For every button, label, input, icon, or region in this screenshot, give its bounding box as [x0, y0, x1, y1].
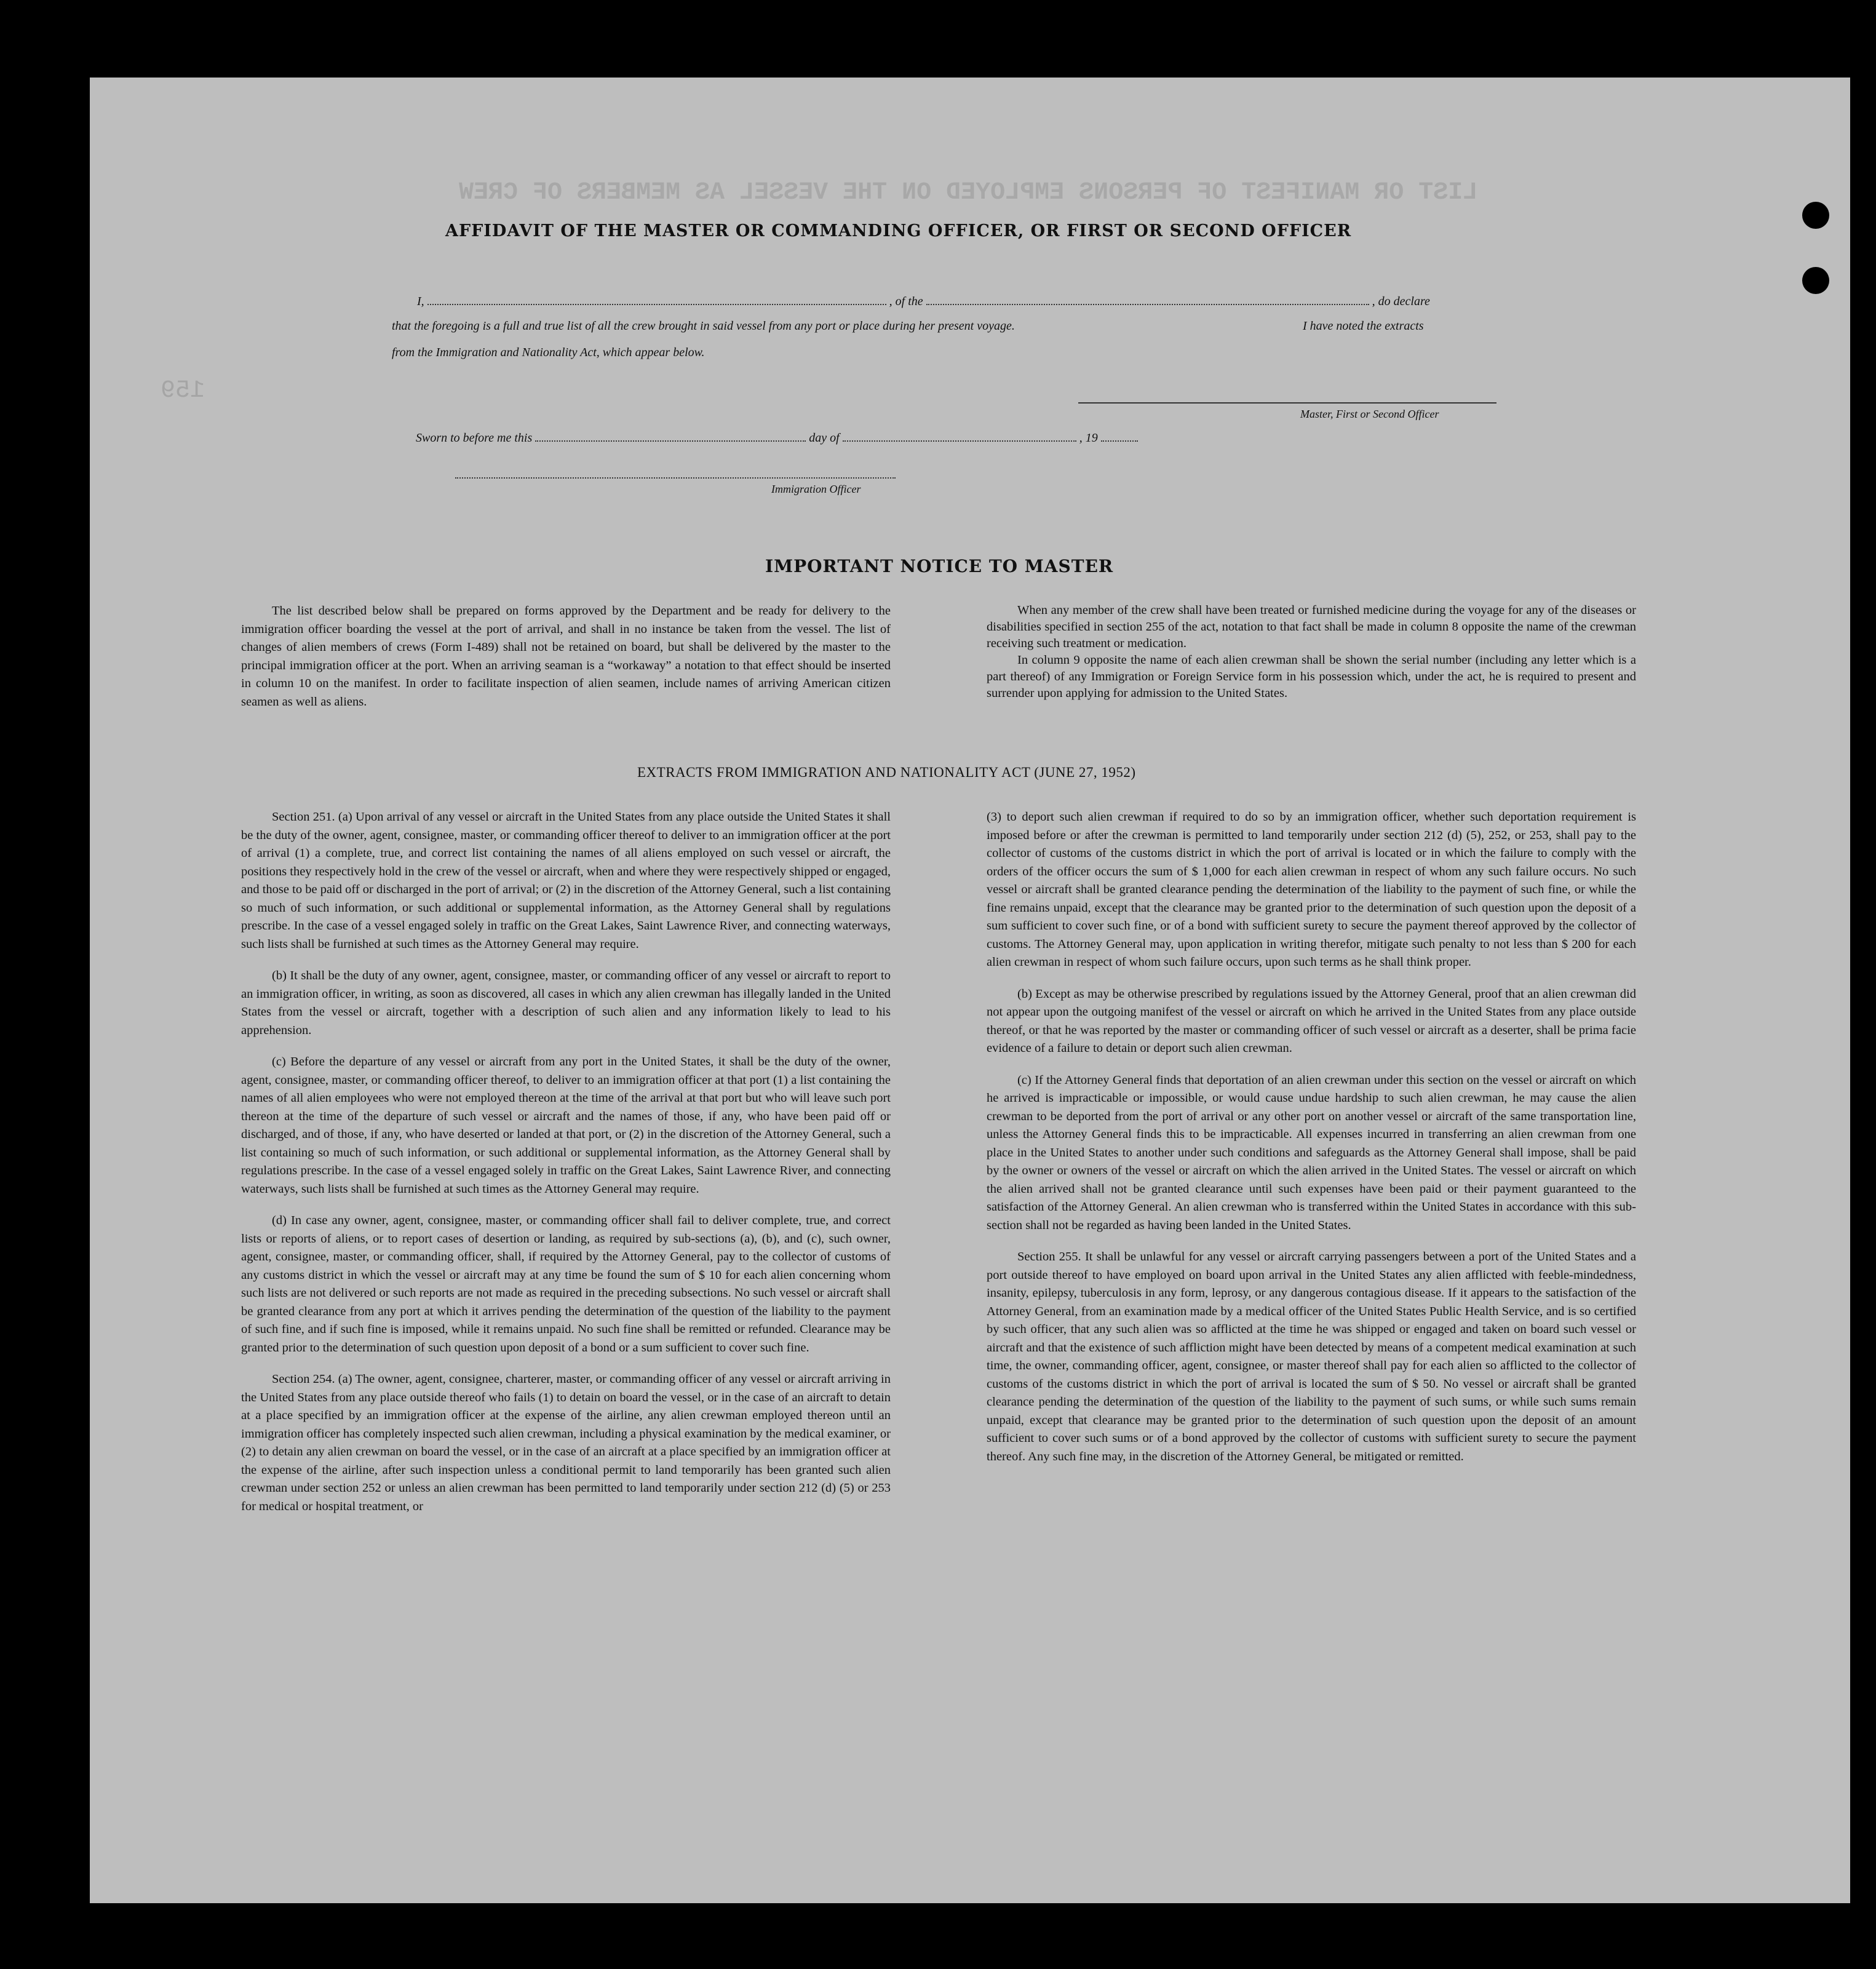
day-of-label: day of — [809, 431, 840, 445]
extracts-title: EXTRACTS FROM IMMIGRATION AND NATIONALITY ACT (JUNE 27, 1952) — [637, 765, 1136, 780]
do-declare-label: , do declare — [1372, 295, 1430, 308]
affidavit-line-1 — [417, 293, 1610, 309]
punch-hole-bottom — [1802, 267, 1829, 294]
notice-left-column — [241, 602, 891, 711]
immigration-officer-caption: Immigration Officer — [771, 483, 861, 495]
notice-title: IMPORTANT NOTICE TO MASTER — [765, 556, 1114, 576]
master-caption: Master, First or Second Officer — [1300, 408, 1439, 420]
section-251-c: (c) Before the departure of any vessel or aircraft from any port in the United States, it shall be the duty of the owner, agent, consignee, master, or commanding officer thereof, to deliver to an immigration officer at that port (1) a list containing the names of all alien employees who were not employed thereon at the time of the arrival at that port but who will leave such port thereon at the time of the departure of such vessel or aircraft and the names of those, if any, who have been paid off or discharged, and of those, if any, who have deserted or landed at that port, or (2) in the discretion of the Attorney General, such a list containing so much of such information, or such additional or supplemental information, as the Attorney General shall by regulations prescribe. In the case of a vessel engaged solely in traffic on the Great Lakes, Saint Lawrence River, and connecting waterways, such lists shall be furnished at such times as the Attorney General may require. — [241, 1055, 891, 1196]
sworn-month-field[interactable] — [843, 429, 1076, 442]
extracts-right-column — [987, 808, 1636, 1466]
sworn-day-field[interactable] — [535, 429, 806, 442]
affidavit-line-2: that the foregoing is a full and true list of all the crew brought in said vessel from any port or place during her present voyage. — [392, 319, 1015, 333]
section-251-b: (b) It shall be the duty of any owner, agent, consignee, master, or commanding officer of any vessel or aircraft to report to an immigration officer, in writing, as soon as discovered, all cases in which any alien crewman has illegally landed in the United States from the vessel or aircraft, together with a description of such alien and any information likely to lead to his apprehension. — [241, 969, 891, 1037]
section-254-c: (c) If the Attorney General finds that deportation of an alien crewman under this section on the vessel or aircraft on which he arrived is impracticable or impossible, or would cause undue hardship to such alien crewman, he may cause the alien crewman to be deported from the port of arrival or any other port on another vessel or aircraft of the same transportation line, unless the Attorney General finds this to be impracticable. All expenses incurred in transferring an alien crewman from one place in the United States to another under such conditions and safeguards as the Attorney General shall impose, shall be paid by the owner or owners of the vessel or aircraft on which the alien arrived in the United States. The vessel or aircraft on which the alien arrived shall not be granted clearance until such expenses have been paid or their payment guaranteed to the satisfaction of the Attorney General. An alien crewman who is transferred within the United States in accordance with this sub-section shall not be regarded as having been landed in the United States. — [987, 1073, 1636, 1232]
section-255: Section 255. It shall be unlawful for any vessel or aircraft carrying passengers between a port of the United States and a port outside thereof to have employed on board upon arrival in the United States any alien afflicted with feeble-mindedness, insanity, epilepsy, tuberculosis in any form, leprosy, or any dangerous contagious disease. If it appears to the satisfaction of the Attorney General, from an examination made by a medical officer of the United States Public Health Service, and is so certified by such officer, that any such alien was so afflicted at the time he was shipped or engaged and taken on board such vessel or aircraft and that the existence of such affliction might have been detected by means of a competent medical examination at such time, the owner, commanding officer, agent, consignee, or master thereof shall pay for each alien so afflicted to the collector of customs of the customs district in which the port of arrival is located the sum of $ 50. No vessel or aircraft shall be granted clearance pending the determination of the question of the liability to the payment of such sums, or while such sums remain unpaid, except that clearance may be granted prior to the determination of such question upon the deposit of an amount sufficient to cover such sums or of a bond approved by the collector of customs with sufficient surety to secure the payment thereof. Any such fine may, in the discretion of the Attorney General, be mitigated or remitted. — [987, 1250, 1636, 1463]
notice-right-paragraph-1: When any member of the crew shall have been treated or furnished medicine during the voyage for any of the diseases or disabilities specified in section 255 of the act, notation to that fact shall be made in column 8 opposite the name of the crewman receiving such treatment or medication. — [987, 603, 1636, 650]
master-signature-line[interactable] — [1078, 402, 1496, 404]
notice-right-paragraph-2: In column 9 opposite the name of each alien crewman shall be shown the serial number (including any letter which is a part thereof) of any Immigration or Foreign Service form in his possession which, under the act, he is required to present and surrender upon applying for admission to the United States. — [987, 653, 1636, 700]
affidavit-noted-label: I have noted the extracts — [1303, 319, 1424, 333]
section-251-d: (d) In case any owner, agent, consignee, master, or commanding officer shall fail to deliver complete, true, and correct lists or reports of aliens, or to report cases of desertion or landing, as required by sub-sections (a), (b), and (c), such owner, agent, consignee, master, or commanding officer, shall, if required by the Attorney General, pay to the collector of customs of any customs district in which the vessel or aircraft may at any time be found the sum of $ 10 for each alien concerning whom such lists are not delivered or such reports are not made as required in the preceding subsections. No such vessel or aircraft shall be granted clearance from any port at which it arrives pending the determination of the question of the liability to the payment of such fine, and if such fine is imposed, while it remains unpaid. No such fine shall be remitted or refunded. Clearance may be granted prior to the determination of such question upon deposit of a bond or a sum sufficient to cover such fine. — [241, 1214, 891, 1354]
section-251-a: Section 251. (a) Upon arrival of any vessel or aircraft in the United States from any place outside the United States it shall be the duty of the owner, agent, consignee, master, or commanding officer thereof to deliver to an immigration officer at the port of arrival (1) a complete, true, and correct list containing the names of all aliens employed on such vessel or aircraft, the positions they respectively hold in the crew of the vessel or aircraft, when and where they were respectively shipped or engaged, and those to be paid off or discharged in the port of arrival; or (2) in the discretion of the Attorney General, such a list containing so much of such information, or such additional or supplemental information, as the Attorney General shall by regulations prescribe. In the case of a vessel engaged solely in traffic on the Great Lakes, Saint Lawrence River, and connecting waterways, such lists shall be furnished at such times as the Attorney General may require. — [241, 810, 891, 951]
of-the-label: , of the — [889, 295, 923, 308]
i-label: I, — [417, 295, 424, 308]
year-prefix-label: , 19 — [1079, 431, 1098, 445]
immigration-officer-signature-line[interactable] — [455, 477, 896, 479]
name-field[interactable] — [427, 293, 886, 305]
affidavit-title: AFFIDAVIT OF THE MASTER OR COMMANDING OFFICER, OR FIRST OR SECOND OFFICER — [445, 221, 1352, 241]
section-254-a-continued: (3) to deport such alien crewman if required to do so by an immigration officer, whether such deportation requirement is imposed before or after the crewman is permitted to land temporarily under section 212 (d) (5), 252, or 253, shall pay to the collector of customs of the customs district in which the port of arrival is located or in which the failure to comply with the orders of the officer occurs the sum of $ 1,000 for each alien crewman in respect of whom any such failure occurs. No such vessel or aircraft shall be granted clearance pending the determination of the liability to the payment of such fine, or while the fine remains unpaid, except that the clearance may be granted prior to the determination of such question upon the deposit of a sum sufficient to cover such fine, or of a bond with sufficient surety to secure the payment thereof approved by the collector of customs. The Attorney General may, upon application in writing therefor, mitigate such penalty to not less than $ 200 for each alien crewman in respect of whom such failure occurs, upon such terms as he shall think proper. — [987, 810, 1636, 969]
vessel-field[interactable] — [926, 293, 1369, 305]
notice-right-column — [987, 602, 1636, 702]
punch-hole-top — [1802, 202, 1829, 229]
sworn-label: Sworn to before me this — [416, 431, 533, 445]
extracts-left-column — [241, 808, 891, 1516]
notice-left-paragraph: The list described below shall be prepared on forms approved by the Department and be ready for delivery to the immigration officer boarding the vessel at the port of arrival, and shall in no instance be taken from the vessel. The list of changes of alien members of crews (Form I-489) shall not be retained on board, but shall be delivered by the master to the principal immigration officer at the port. When an arriving seaman is a “workaway” a notation to that effect should be inserted in column 10 on the manifest. In order to facilitate inspection of alien seamen, include names of arriving American citizen seamen as well as aliens. — [241, 604, 891, 709]
sworn-year-field[interactable] — [1101, 429, 1138, 442]
section-254-a: Section 254. (a) The owner, agent, consignee, charterer, master, or commanding officer of any vessel or aircraft arriving in the United States from any place outside thereof who fails (1) to detain on board the vessel, or in the case of an aircraft to detain at a place specified by an immigration officer at the expense of the airline, any alien crewman employed thereon until an immigration officer has completely inspected such alien crewman, including a physical examination by the medical examiner, or (2) to detain any alien crewman on board the vessel, or in the case of an aircraft at a place specified by an immigration officer at the expense of the airline, after such inspection unless a conditional permit to land temporarily has been granted such alien crewman under section 252 or unless an alien crewman has been permitted to land temporarily under section 212 (d) (5) or 253 for medical or hospital treatment, or — [241, 1372, 891, 1513]
bleed-through-page-number: 159 — [161, 377, 205, 405]
affidavit-line-3: from the Immigration and Nationality Act, which appear below. — [392, 346, 705, 359]
sworn-line — [416, 429, 1138, 445]
bleed-through-header: LIST OR MANIFEST OF PERSONS EMPLOYED ON THE VESSEL AS MEMBERS OF CREW — [459, 179, 1478, 207]
document-page — [90, 78, 1850, 1903]
section-254-b: (b) Except as may be otherwise prescribed by regulations issued by the Attorney General, proof that an alien crewman did not appear upon the outgoing manifest of the vessel or aircraft on which he arrived in the United States from any place outside thereof, or that he was reported by the master or commanding officer of such vessel or aircraft as a deserter, shall be prima facie evidence of a failure to detain or deport such alien crewman. — [987, 987, 1636, 1055]
